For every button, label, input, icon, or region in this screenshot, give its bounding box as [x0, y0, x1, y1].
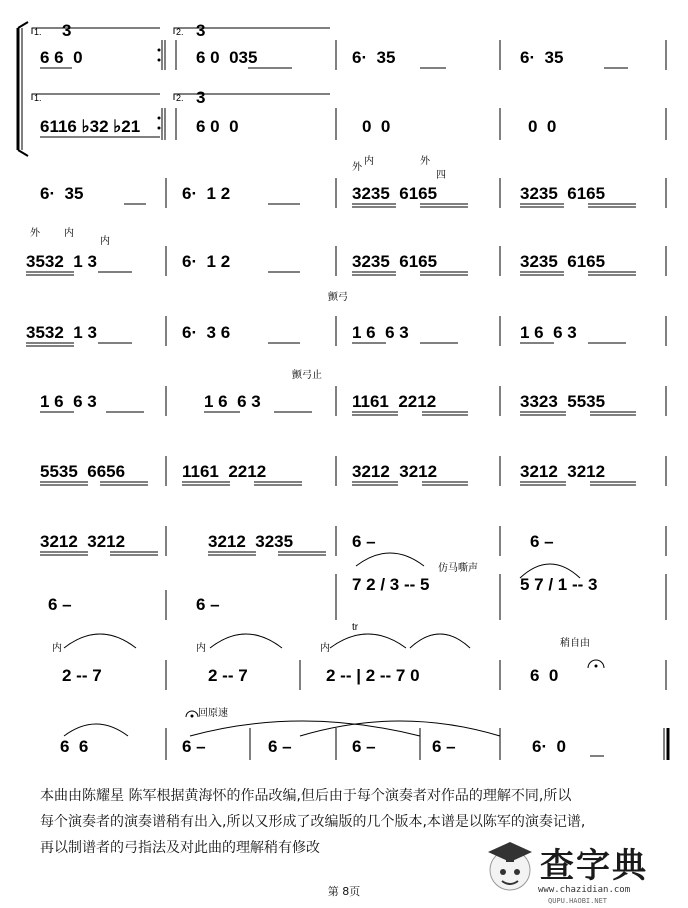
line-5	[40, 368, 666, 416]
watermark-title: 查字典	[540, 846, 648, 886]
line-4	[26, 290, 666, 346]
measure-1-3: 6· 35	[352, 48, 396, 67]
horse-neigh-label: 仿马嘶声	[438, 563, 478, 574]
system-bracket	[18, 22, 28, 156]
measure-3-1: 3532 1 3	[26, 252, 97, 271]
tremolo-bow-label: 颤弓	[328, 292, 348, 303]
measure-8-1: 6 –	[48, 595, 72, 614]
measure-5-1: 1 6 6 3	[40, 392, 97, 411]
measure-1-1-lower: 6116 ♭32 ♭21	[40, 117, 141, 136]
measure-1-1: 6 6 0	[40, 48, 83, 67]
measure-5-2: 1 6 6 3	[204, 392, 261, 411]
fingering-wai-3: 外	[30, 228, 40, 239]
somewhat-free-label: 稍自由	[560, 638, 590, 649]
fingering-nei-9b: 内	[196, 643, 206, 654]
measure-4-4: 1 6 6 3	[520, 323, 577, 342]
line-8	[48, 561, 666, 633]
volta-2-label-lower: 2.	[176, 93, 184, 103]
measure-10-2: 6 –	[182, 737, 206, 756]
measure-10-5: 6 –	[432, 737, 456, 756]
tremolo-stop-label: 颤弓止	[292, 370, 322, 381]
measure-9-3: 2 -- | 2 -- 7 0	[326, 666, 420, 685]
fingering-nei-9: 内	[52, 643, 62, 654]
arrangement-note-line-2: 每个演奏者的演奏谱稍有出入,所以又形成了改编版的几个版本,本谱是以陈军的演奏记谱,	[40, 814, 586, 830]
measure-3-3: 3235 6165	[352, 252, 438, 271]
measure-2-4: 3235 6165	[520, 184, 606, 203]
fingering-si: 四	[436, 170, 446, 181]
measure-7-3: 6 –	[352, 532, 376, 551]
measure-7-2: 3212 3235	[208, 532, 294, 551]
measure-8-2: 6 –	[196, 595, 220, 614]
line-7	[40, 526, 666, 566]
time-signature-2: 3	[196, 21, 206, 40]
measure-1-2-lower: 6 0 0	[196, 117, 239, 136]
fingering-nei: 内	[364, 156, 374, 167]
measure-1-3-lower: 0 0	[362, 117, 391, 136]
measure-10-4: 6 –	[352, 737, 376, 756]
fingering-wai: 外	[352, 162, 362, 173]
line-10	[60, 706, 668, 760]
graduate-mascot-icon	[482, 836, 538, 896]
line-6	[40, 456, 666, 486]
system-1	[32, 21, 666, 140]
measure-2-1: 6· 35	[40, 184, 84, 203]
trill-mark: tr	[352, 622, 359, 633]
measure-8-3: 7 2 / 3 -- 5	[352, 575, 430, 594]
measure-3-2: 6· 1 2	[182, 252, 231, 271]
tempo-primo-label: 回原速	[198, 708, 228, 719]
slur-line-7	[356, 553, 424, 566]
measure-5-4: 3323 5535	[520, 392, 606, 411]
line-2	[40, 154, 666, 208]
fingering-wai-2: 外	[420, 156, 430, 167]
measure-10-1: 6 6	[60, 737, 89, 756]
arrangement-note-line-1: 本曲由陈耀星 陈军根据黄海怀的作品改编,但后由于每个演奏者对作品的理解不同,所以	[40, 788, 572, 804]
arrangement-note-line-3: 再以制谱者的弓指法及对此曲的理解稍有修改	[40, 840, 320, 856]
site-watermark	[478, 832, 688, 908]
line-3	[26, 226, 666, 276]
measure-10-3: 6 –	[268, 737, 292, 756]
measure-2-3: 3235 6165	[352, 184, 438, 203]
fingering-nei-9c: 内	[320, 643, 330, 654]
measure-8-4: 5 7 / 1 -- 3	[520, 575, 598, 594]
line-9	[52, 634, 666, 690]
volta-1-label: 1.	[34, 27, 42, 37]
measure-2-2: 6· 1 2	[182, 184, 231, 203]
measure-4-3: 1 6 6 3	[352, 323, 409, 342]
page-number: 第 8页	[327, 885, 361, 898]
measure-9-4: 6 0	[530, 666, 559, 685]
measure-9-2: 2 -- 7	[208, 666, 248, 685]
measure-4-1: 3532 1 3	[26, 323, 97, 342]
measure-7-4: 6 –	[530, 532, 554, 551]
measure-3-4: 3235 6165	[520, 252, 606, 271]
time-signature: 3	[62, 21, 72, 40]
measure-9-1: 2 -- 7	[62, 666, 102, 685]
fingering-nei-3: 内	[64, 228, 74, 239]
measure-10-6: 6· 0	[532, 737, 567, 756]
volta-1-label-lower: 1.	[34, 93, 42, 103]
watermark-url-secondary: QUPU.HAOBI.NET	[548, 897, 608, 905]
volta-2-label: 2.	[176, 27, 184, 37]
measure-1-4-lower: 0 0	[528, 117, 557, 136]
measure-1-2: 6 0 035	[196, 48, 258, 67]
measure-4-2: 6· 3 6	[182, 323, 231, 342]
time-signature-3: 3	[196, 88, 206, 107]
fingering-nei-3b: 内	[100, 236, 110, 247]
watermark-url: www.chazidian.com	[538, 885, 631, 895]
measure-1-4: 6· 35	[520, 48, 564, 67]
measure-7-1: 3212 3212	[40, 532, 126, 551]
measure-6-1: 5535 6656	[40, 462, 126, 481]
measure-6-2: 1161 2212	[182, 462, 267, 481]
measure-6-4: 3212 3212	[520, 462, 606, 481]
measure-6-3: 3212 3212	[352, 462, 438, 481]
measure-5-3: 1161 2212	[352, 392, 437, 411]
